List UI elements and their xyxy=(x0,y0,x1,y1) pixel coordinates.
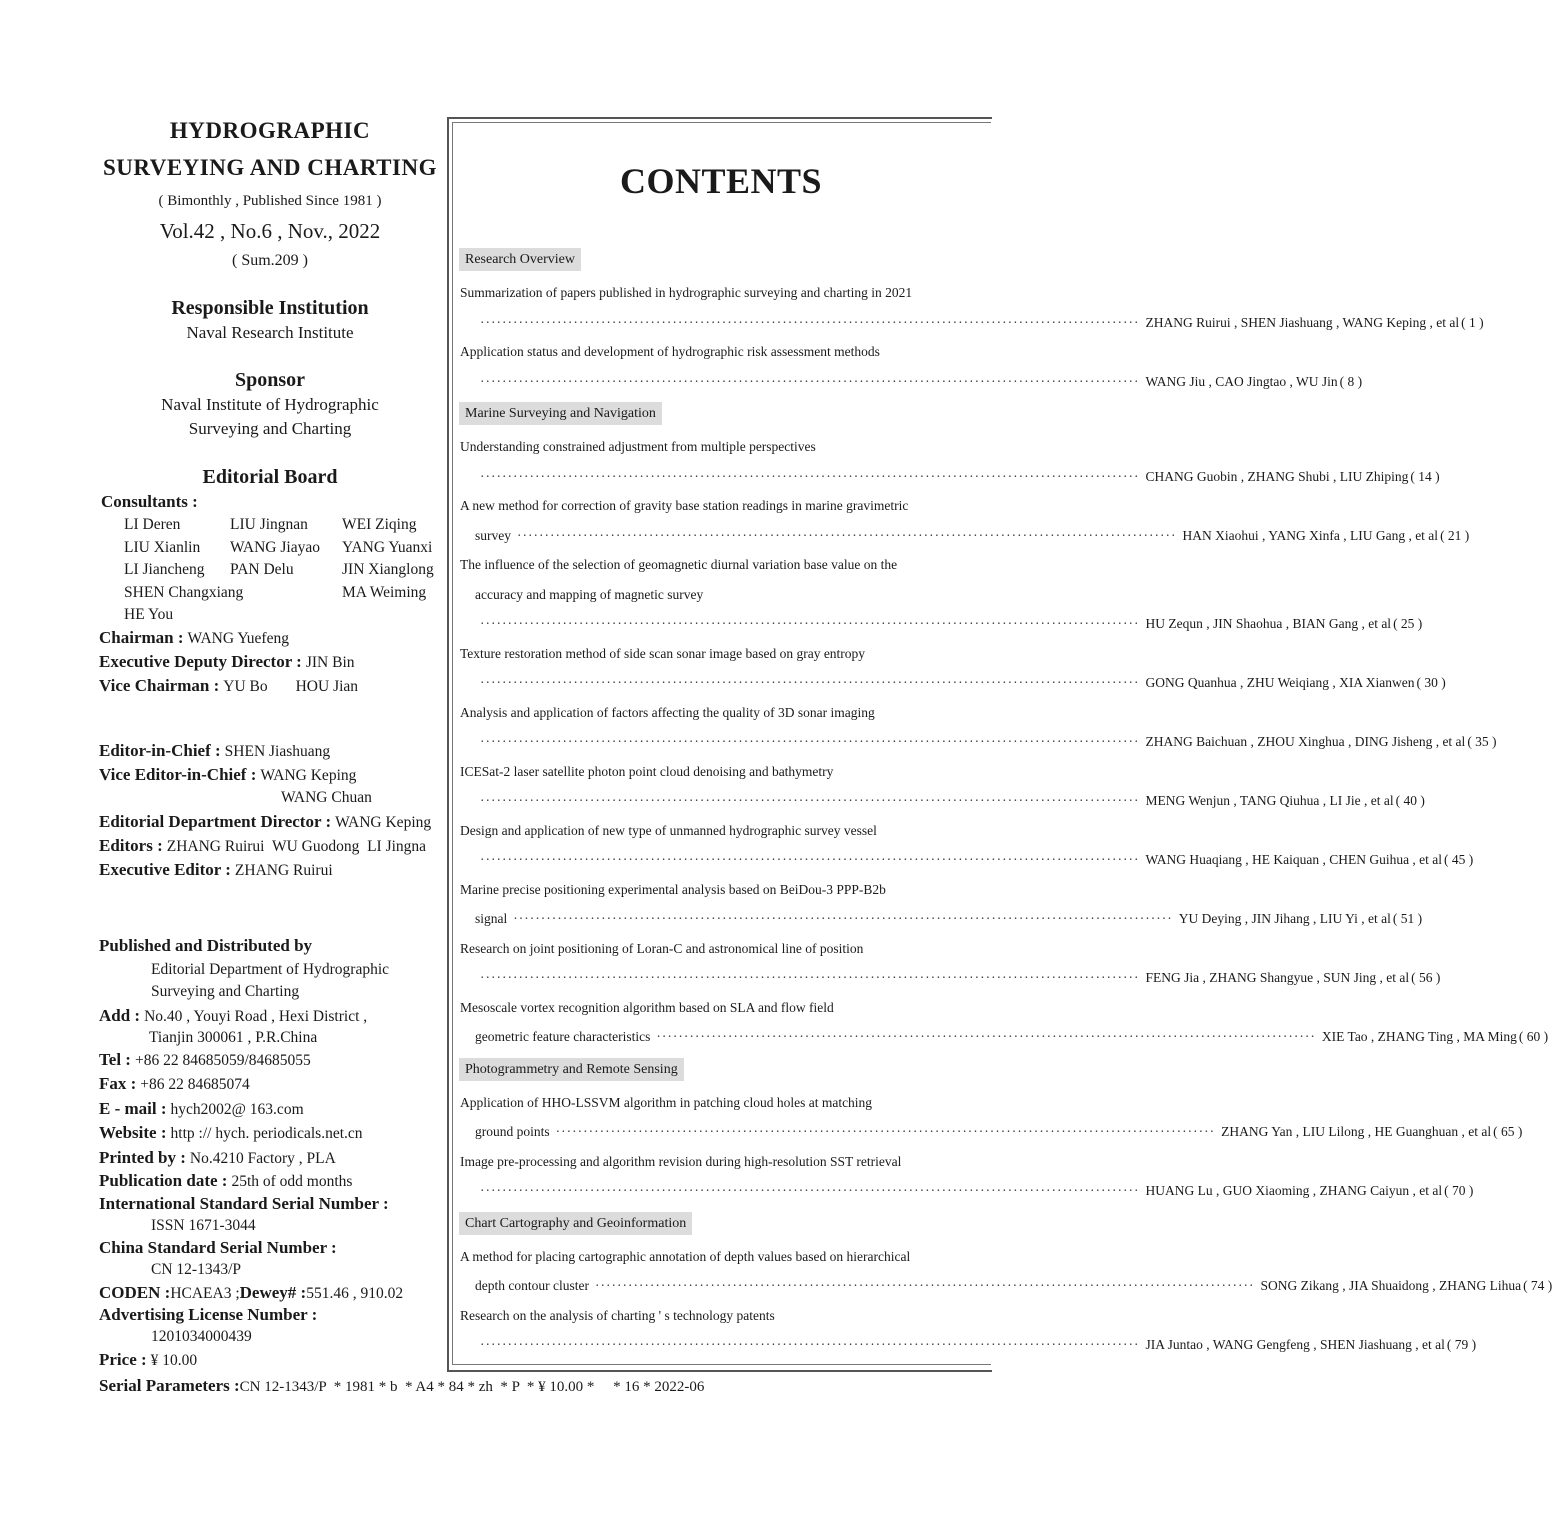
article-title: Understanding constrained adjustment from multiple perspectives xyxy=(460,439,816,454)
tel-row xyxy=(99,1048,311,1073)
leader-dots: ························································································································ xyxy=(480,468,1140,484)
consultant-name xyxy=(342,604,454,627)
article-author-line xyxy=(460,313,1484,333)
dewey-value: 551.46 , 910.02 xyxy=(306,1285,404,1302)
consultant-name: YANG Yuanxi xyxy=(342,538,433,556)
article-title: Application of HHO-LSSVM algorithm in patching cloud holes at matching xyxy=(460,1094,873,1110)
article-authors: HAN Xiaohui , YANG Xinfa , LIU Gang , et al xyxy=(1182,527,1439,543)
exec-deputy-value: JIN Bin xyxy=(305,654,355,671)
leader-dots: ························································································································ xyxy=(480,1183,1140,1198)
fax-label: Fax : xyxy=(99,1074,137,1093)
exec-deputy-row xyxy=(99,650,355,675)
article-author-line xyxy=(475,909,1423,929)
tel-value: +86 22 84685059/84685055 xyxy=(134,1052,311,1069)
consultants-label: Consultants : xyxy=(101,492,198,511)
article-author-line xyxy=(460,850,1474,870)
consultants-grid xyxy=(124,514,454,627)
ad-value: 1201034000439 xyxy=(151,1328,252,1345)
consultant-name: WANG Jiayao xyxy=(230,538,320,556)
article-page: ( 70 ) xyxy=(1444,1183,1474,1198)
article-authors: ZHANG Ruirui , SHEN Jiashuang , WANG Keping , et al xyxy=(1145,314,1460,330)
cn-label: China Standard Serial Number : xyxy=(99,1238,337,1257)
article-author-line xyxy=(460,1335,1477,1355)
chairman-value: WANG Yuefeng xyxy=(187,630,289,647)
leader-dots: ························································································································ xyxy=(480,616,1140,631)
address-line1: No.40 , Youyi Road , Hexi District , xyxy=(144,1008,368,1025)
section-heading: Research Overview xyxy=(459,248,581,271)
article-title: accuracy and mapping of magnetic survey xyxy=(475,586,704,602)
editor-in-chief-value: SHEN Jiashuang xyxy=(224,743,331,760)
price-value: ¥ 10.00 xyxy=(150,1352,198,1369)
exec-editor-label: Executive Editor : xyxy=(99,860,231,879)
consultant-name: HE You xyxy=(124,606,174,623)
contents-title: CONTENTS xyxy=(619,161,823,201)
sponsor xyxy=(96,367,444,441)
vice-chairman-2: HOU Jian xyxy=(295,678,359,695)
consultant-name: WEI Ziqing xyxy=(342,516,417,533)
leader-dots: ························································································································ xyxy=(513,911,1173,926)
consultant-name: LIU Xianlin xyxy=(124,538,201,556)
article-authors: ZHANG Yan , LIU Lilong , HE Guanghuan , et al xyxy=(1221,1124,1492,1139)
email-row xyxy=(99,1097,304,1122)
dept-director-value: WANG Keping xyxy=(335,814,432,831)
article-author-line xyxy=(460,1181,1474,1201)
article-authors: YU Deying , JIN Jihang , LIU Yi , et al xyxy=(1178,911,1391,926)
article-page: ( 45 ) xyxy=(1444,852,1474,867)
vice-editor-row xyxy=(99,763,356,788)
vice-chairman-1: YU Bo xyxy=(223,678,268,695)
responsible-institution-heading: Responsible Institution xyxy=(171,297,369,319)
article-title: Application status and development of hydrographic risk assessment methods xyxy=(460,344,880,359)
article-authors: MENG Wenjun , TANG Qiuhua , LI Jie , et al xyxy=(1145,793,1394,808)
article-page: ( 51 ) xyxy=(1392,911,1423,926)
email-label: E - mail : xyxy=(99,1099,167,1118)
article-title-continuation: ground points xyxy=(475,1124,550,1139)
article-title: Research on joint positioning of Loran-C and astronomical line of position xyxy=(460,940,864,956)
price-row xyxy=(99,1348,197,1373)
section-heading: Chart Cartography and Geoinformation xyxy=(459,1212,692,1235)
article-authors: SONG Zikang , JIA Shuaidong , ZHANG Lihua xyxy=(1260,1278,1522,1293)
article-author-line xyxy=(460,732,1497,752)
publisher-line1: Editorial Department of Hydrographic xyxy=(151,961,390,978)
leader-dots: ························································································································ xyxy=(480,373,1140,389)
article-title: A new method for correction of gravity base station readings in marine gravimetric xyxy=(460,498,909,513)
editorial-board-heading xyxy=(96,464,444,490)
article-page: ( 25 ) xyxy=(1393,616,1423,631)
leader-dots: ························································································································ xyxy=(480,734,1140,749)
exec-deputy-label: Executive Deputy Director : xyxy=(99,652,302,671)
consultant-name: LI Jiancheng xyxy=(124,561,205,578)
article-author-line xyxy=(460,467,1440,487)
article-author-line xyxy=(460,614,1423,634)
issn-label: International Standard Serial Number : xyxy=(99,1194,389,1213)
article-author-line xyxy=(475,1276,1552,1296)
consultant-name: MA Weiming xyxy=(342,583,427,601)
address-label: Add : xyxy=(99,1006,141,1025)
article-author-line xyxy=(475,1122,1523,1142)
article-authors: JIA Juntao , WANG Gengfeng , SHEN Jiashuang , et al xyxy=(1145,1337,1445,1352)
serial-label: Serial Parameters : xyxy=(99,1376,240,1395)
article-title: Marine precise positioning experimental analysis based on BeiDou-3 PPP-B2b xyxy=(460,881,886,897)
article-author-line xyxy=(475,1027,1549,1047)
leader-dots: ························································································································ xyxy=(480,852,1140,867)
editorial-board-title: Editorial Board xyxy=(202,466,338,488)
article-page: ( 14 ) xyxy=(1410,468,1440,484)
consultants-label-row xyxy=(101,490,198,515)
editors-value: ZHANG Ruirui WU Guodong LI Jingna xyxy=(166,838,427,855)
issn-value: ISSN 1671-3044 xyxy=(151,1217,256,1234)
responsible-institution-value: Naval Research Institute xyxy=(186,323,354,342)
sponsor-heading: Sponsor xyxy=(234,369,306,391)
article-author-line xyxy=(460,673,1446,693)
exec-editor-row xyxy=(99,858,333,883)
article-page: ( 56 ) xyxy=(1411,970,1441,985)
website-label: Website : xyxy=(99,1123,167,1142)
article-author-line xyxy=(475,526,1470,546)
article-page: ( 30 ) xyxy=(1416,675,1446,690)
sponsor-line2: Surveying and Charting xyxy=(188,419,352,438)
article-author-line xyxy=(460,968,1441,988)
website-row xyxy=(99,1121,363,1146)
email-value: hych2002@ 163.com xyxy=(170,1101,304,1118)
leader-dots: ························································································································ xyxy=(594,1278,1255,1293)
ad-label: Advertising License Number : xyxy=(99,1305,318,1324)
chairman-label: Chairman : xyxy=(99,628,184,647)
article-authors: HU Zequn , JIN Shaohua , BIAN Gang , et al xyxy=(1145,616,1392,631)
fax-value: +86 22 84685074 xyxy=(140,1076,250,1093)
article-page: ( 74 ) xyxy=(1523,1278,1552,1293)
leader-dots: ························································································································ xyxy=(517,527,1177,543)
vice-editor-1: WANG Keping xyxy=(260,767,357,784)
article-page: ( 79 ) xyxy=(1446,1337,1477,1352)
vice-editor-row-2 xyxy=(281,786,372,810)
article-title: Image pre-processing and algorithm revision during high-resolution SST retrieval xyxy=(460,1153,902,1169)
leader-dots: ························································································································ xyxy=(656,1029,1316,1044)
article-page: ( 40 ) xyxy=(1395,793,1425,808)
coden-value: HCAEA3 ; xyxy=(170,1285,240,1302)
consultant-name: LIU Jingnan xyxy=(230,516,308,533)
vice-editor-label: Vice Editor-in-Chief : xyxy=(99,765,257,784)
article-title: ICESat-2 laser satellite photon point cloud denoising and bathymetry xyxy=(460,763,834,779)
article-page: ( 21 ) xyxy=(1440,527,1470,543)
editors-label: Editors : xyxy=(99,836,163,855)
article-author-line xyxy=(460,372,1363,392)
fax-row xyxy=(99,1072,250,1097)
journal-title-line1: HYDROGRAPHIC xyxy=(169,118,371,143)
article-title-continuation: survey xyxy=(475,527,511,543)
journal-sum: ( Sum.209 ) xyxy=(232,252,308,269)
article-authors: XIE Tao , ZHANG Ting , MA Ming xyxy=(1321,1029,1517,1044)
leader-dots: ························································································································ xyxy=(480,1337,1140,1352)
price-label: Price : xyxy=(99,1350,147,1369)
responsible-institution xyxy=(96,295,444,345)
leader-dots: ························································································································ xyxy=(555,1124,1216,1139)
vice-chairman-row xyxy=(99,674,358,699)
article-title-continuation: signal xyxy=(475,911,508,926)
article-title: The influence of the selection of geomagnetic diurnal variation base value on the xyxy=(460,557,898,572)
address-line2: Tianjin 300061 , P.R.China xyxy=(149,1029,318,1046)
cn-value: CN 12-1343/P xyxy=(151,1261,241,1278)
chairman-row xyxy=(99,626,289,651)
article-title: A method for placing cartographic annotation of depth values based on hierarchical xyxy=(460,1248,911,1264)
sponsor-line1: Naval Institute of Hydrographic xyxy=(161,395,379,414)
pubdate-value: 25th of odd months xyxy=(231,1173,353,1190)
pubdate-row xyxy=(99,1169,352,1194)
consultant-name xyxy=(230,604,342,627)
dept-director-label: Editorial Department Director : xyxy=(99,812,332,831)
leader-dots: ························································································································ xyxy=(480,314,1140,330)
leader-dots: ························································································································ xyxy=(480,793,1140,808)
coden-label: CODEN : xyxy=(99,1283,171,1302)
article-title: Mesoscale vortex recognition algorithm based on SLA and flow field xyxy=(460,999,834,1015)
editor-in-chief-label: Editor-in-Chief : xyxy=(99,741,221,760)
leader-dots: ························································································································ xyxy=(480,675,1140,690)
printed-value: No.4210 Factory , PLA xyxy=(189,1150,336,1167)
publisher-heading-row xyxy=(99,934,312,959)
section-heading: Photogrammetry and Remote Sensing xyxy=(459,1058,684,1081)
publisher-heading: Published and Distributed by xyxy=(99,936,313,955)
article-page: ( 65 ) xyxy=(1493,1124,1523,1139)
consultant-name: JIN Xianglong xyxy=(342,561,434,578)
vice-chairman-label: Vice Chairman : xyxy=(99,676,220,695)
pubdate-label: Publication date : xyxy=(99,1171,228,1190)
article-authors: WANG Huaqiang , HE Kaiquan , CHEN Guihua , et al xyxy=(1145,852,1443,867)
dept-director-row xyxy=(99,810,431,835)
editors-row xyxy=(99,834,426,859)
serial-parameters xyxy=(99,1376,704,1396)
article-page: ( 8 ) xyxy=(1339,373,1363,389)
article-page: ( 60 ) xyxy=(1518,1029,1549,1044)
article-author-line xyxy=(460,791,1425,811)
printed-label: Printed by : xyxy=(99,1148,186,1167)
section-heading: Marine Surveying and Navigation xyxy=(459,402,662,425)
journal-title-line2: SURVEYING AND CHARTING xyxy=(103,155,437,180)
article-page: ( 1 ) xyxy=(1461,314,1484,330)
journal-frequency: ( Bimonthly , Published Since 1981 ) xyxy=(158,193,382,209)
article-authors: ZHANG Baichuan , ZHOU Xinghua , DING Jisheng , et al xyxy=(1145,734,1466,749)
journal-volume-issue: Vol.42 , No.6 , Nov., 2022 xyxy=(159,219,381,243)
article-title: Summarization of papers published in hydrographic surveying and charting in 2021 xyxy=(460,285,913,300)
website-value: http :// hych. periodicals.net.cn xyxy=(170,1125,363,1142)
article-authors: FENG Jia , ZHANG Shangyue , SUN Jing , et al xyxy=(1145,970,1410,985)
article-title: Analysis and application of factors affecting the quality of 3D sonar imaging xyxy=(460,704,875,720)
article-title-continuation: geometric feature characteristics xyxy=(475,1029,651,1044)
consultant-name: SHEN Changxiang xyxy=(124,583,244,601)
leader-dots: ························································································································ xyxy=(480,970,1140,985)
consultant-name: LI Deren xyxy=(124,516,181,533)
article-authors: WANG Jiu , CAO Jingtao , WU Jin xyxy=(1145,373,1338,389)
article-title: Research on the analysis of charting ' s technology patents xyxy=(460,1307,775,1323)
publisher-line2: Surveying and Charting xyxy=(151,983,300,1000)
printed-row xyxy=(99,1146,336,1171)
exec-editor-value: ZHANG Ruirui xyxy=(234,862,333,879)
article-authors: CHANG Guobin , ZHANG Shubi , LIU Zhiping xyxy=(1145,468,1409,484)
serial-value: CN 12-1343/P * 1981 * b * A4 * 84 * zh * P * ¥ 10.00 * * 16 * 2022-06 xyxy=(239,1379,705,1395)
article-title: Design and application of new type of unmanned hydrographic survey vessel xyxy=(460,822,877,838)
article-authors: GONG Quanhua , ZHU Weiqiang , XIA Xianwen xyxy=(1145,675,1415,690)
vice-editor-2: WANG Chuan xyxy=(281,789,372,806)
article-page: ( 35 ) xyxy=(1467,734,1497,749)
article-title-continuation: depth contour cluster xyxy=(475,1278,589,1293)
consultant-name: PAN Delu xyxy=(230,561,294,578)
editor-in-chief-row xyxy=(99,739,330,764)
article-authors: HUANG Lu , GUO Xiaoming , ZHANG Caiyun , et al xyxy=(1145,1183,1443,1198)
dewey-label: Dewey# : xyxy=(239,1283,307,1302)
tel-label: Tel : xyxy=(99,1050,131,1069)
journal-masthead xyxy=(96,112,444,276)
article-title: Texture restoration method of side scan sonar image based on gray entropy xyxy=(460,645,866,661)
